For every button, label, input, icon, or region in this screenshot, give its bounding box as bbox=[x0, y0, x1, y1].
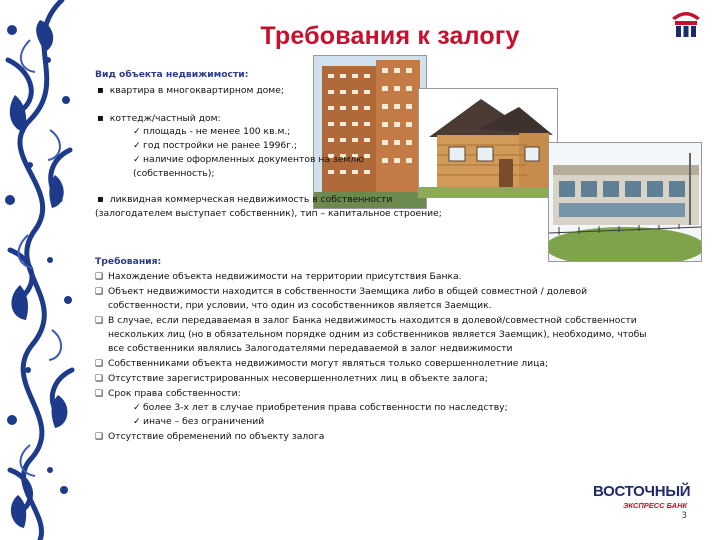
cottage-condition-cont: (собственность); bbox=[133, 168, 215, 179]
cottage-condition: ✓ год постройки не ранее 1996г.; bbox=[133, 140, 298, 151]
ornament-border bbox=[0, 0, 80, 540]
requirement-item: ❑ Собственниками объекта недвижимости могут являться только совершеннолетние лица; bbox=[95, 357, 548, 371]
apartment-building-photo bbox=[313, 55, 427, 209]
property-type-label: Вид объекта недвижимости: bbox=[95, 69, 249, 80]
brand-word-vostochny: ВОСТОЧНЫЙ bbox=[593, 483, 691, 500]
checkbox-icon: ❑ bbox=[95, 272, 104, 282]
requirement-item: ❑ Отсутствие зарегистрированных несовершеннолетних лиц в объекте залога; bbox=[95, 372, 488, 386]
property-cottage: ▪ коттедж/частный дом: bbox=[97, 112, 221, 125]
ownership-term-item: ✓ более 3-х лет в случае приобретения права собственности по наследству; bbox=[133, 402, 508, 413]
requirement-item: ❑ Срок права собственности: bbox=[95, 387, 241, 401]
page-number: 3 bbox=[681, 511, 687, 521]
checkmark-icon: ✓ bbox=[133, 416, 141, 427]
checkmark-icon: ✓ bbox=[133, 140, 141, 151]
requirement-item-cont: нескольких лиц (но в обязательном порядке одним из собственников является Заемщик), необходимо, чтобы bbox=[108, 329, 647, 340]
checkbox-icon: ❑ bbox=[95, 432, 104, 442]
ownership-term-item: ✓ иначе – без ограничений bbox=[133, 416, 265, 427]
cottage-condition: ✓ площадь - не менее 100 кв.м.; bbox=[133, 126, 291, 137]
checkmark-icon: ✓ bbox=[133, 126, 141, 137]
bank-logo-icon bbox=[670, 8, 702, 38]
brand-word-express: ЭКСПРЕСС БАНК bbox=[623, 501, 688, 510]
checkbox-icon: ❑ bbox=[95, 316, 104, 326]
requirement-item-cont: собственности, при условии, что один из сособственников является Заемщик. bbox=[108, 300, 492, 311]
page-title: Требования к залогу bbox=[260, 22, 520, 50]
checkbox-icon: ❑ bbox=[95, 374, 104, 384]
requirement-item: ❑ В случае, если передаваемая в залог Банка недвижимость находится в долевой/совместной собственности bbox=[95, 314, 637, 328]
checkmark-icon: ✓ bbox=[133, 402, 141, 413]
requirements-label: Требования: bbox=[95, 256, 162, 267]
brand-logo bbox=[593, 483, 693, 510]
checkbox-icon: ❑ bbox=[95, 359, 104, 369]
requirement-item: ❑ Нахождение объекта недвижимости на территории присутствия Банка. bbox=[95, 270, 462, 284]
cottage-photo bbox=[418, 88, 558, 198]
property-commercial-cont: (залогодателем выступает собственник), тип – капитальное строение; bbox=[95, 208, 442, 219]
requirement-item: ❑ Объект недвижимости находится в собственности Заемщика либо в общей совместной / долевой bbox=[95, 285, 587, 299]
requirement-item-cont: все собственники являлись Залогодателями передаваемой в залог недвижимости bbox=[108, 343, 513, 354]
cottage-condition: ✓ наличие оформленных документов на землю bbox=[133, 154, 364, 165]
checkbox-icon: ❑ bbox=[95, 389, 104, 399]
checkbox-icon: ❑ bbox=[95, 287, 104, 297]
property-commercial: ▪ ликвидная коммерческая недвижимость в собственности bbox=[97, 193, 392, 206]
requirement-item: ❑ Отсутствие обременений по объекту залога bbox=[95, 430, 324, 444]
checkmark-icon: ✓ bbox=[133, 154, 141, 165]
commercial-building-photo bbox=[548, 142, 702, 262]
property-apartment: ▪ квартира в многоквартирном доме; bbox=[97, 84, 284, 97]
